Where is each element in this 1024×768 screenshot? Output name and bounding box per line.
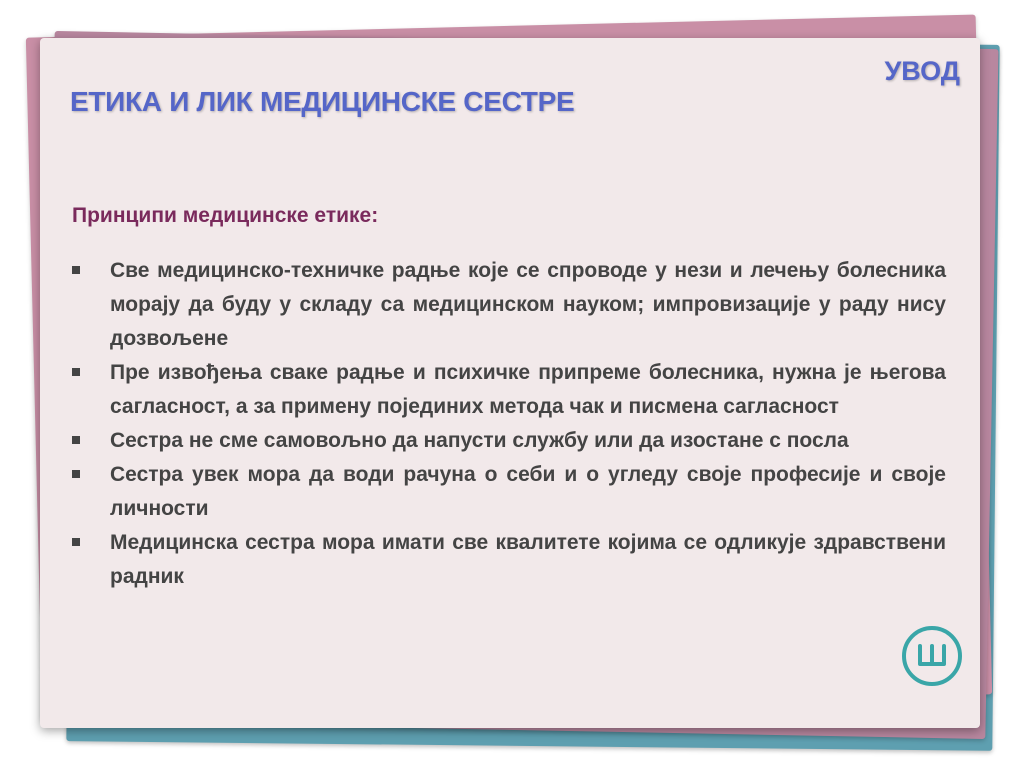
bullet-item	[72, 254, 946, 356]
section-tag: УВОД	[884, 56, 960, 86]
square-bullet-icon	[72, 436, 80, 444]
square-bullet-icon	[72, 538, 80, 546]
bullet-item	[72, 458, 946, 526]
bullet-text: Све медицинско-техничке радње које се спроводе у нези и лечењу болесника морају да буду у складу са медицинском науком; импровизације у раду нису дозвољене	[110, 259, 946, 350]
square-bullet-icon	[72, 266, 80, 274]
circle-sha-logo-icon	[900, 624, 964, 688]
bullet-item	[72, 526, 946, 594]
bullet-text: Сестра увек мора да води рачуна о себи и о угледу своје професије и своје личности	[110, 463, 946, 520]
bullet-item	[72, 424, 946, 458]
bullet-item	[72, 356, 946, 424]
square-bullet-icon	[72, 470, 80, 478]
bullet-text: Пре извођења сваке радње и психичке припреме болесника, нужна је његова сагласност, а за примену појединих метода чак и писмена сагласност	[110, 361, 946, 418]
square-bullet-icon	[72, 368, 80, 376]
bullet-list	[72, 254, 946, 594]
page-title: ЕТИКА И ЛИК МЕДИЦИНСКЕ СЕСТРЕ	[70, 86, 575, 117]
bullet-text: Сестра не сме самовољно да напусти службу или да изостане с посла	[110, 429, 849, 452]
bullet-text: Медицинска сестра мора имати све квалитете којима се одликује здравствени радник	[110, 531, 946, 588]
subtitle: Принципи медицинске етике:	[72, 204, 379, 227]
